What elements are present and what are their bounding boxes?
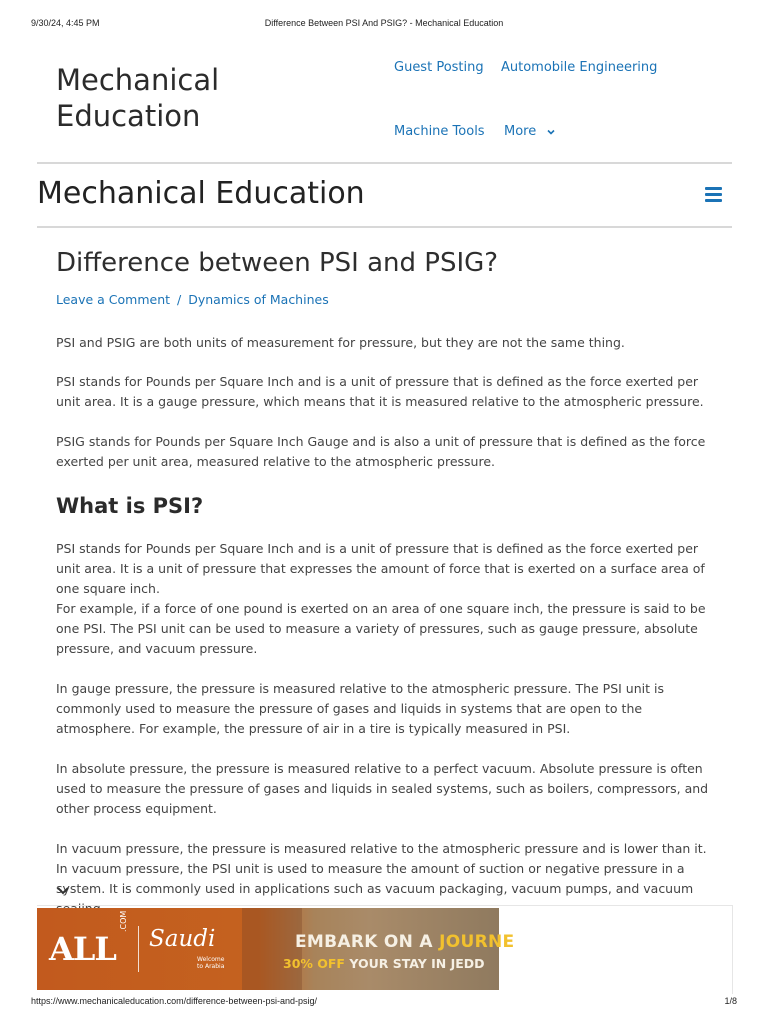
ad-collapse-chevron-icon[interactable] — [56, 884, 70, 898]
psi-paragraph-2 — [56, 599, 718, 659]
print-footer — [0, 996, 768, 1008]
print-page-number: 1/8 — [724, 996, 737, 1006]
category-link[interactable]: Dynamics of Machines — [188, 292, 329, 307]
ad-brand-all-logo: ALL — [49, 930, 116, 968]
psi-paragraph-1 — [56, 539, 718, 599]
paragraph: PSI and PSIG are both units of measurement for pressure, but they are not the same thing. — [56, 335, 625, 350]
print-datetime: 9/30/24, 4:45 PM — [31, 18, 100, 28]
paragraph: In absolute pressure, the pressure is measured relative to a perfect vacuum. Absolute pressure is often used to measure the pressure of gases and liquids in sealed systems, such as boilers, compressors, and other process equipment. — [56, 761, 709, 816]
chevron-down-icon — [546, 127, 556, 137]
post-title: Difference between PSI and PSIG? — [56, 248, 499, 278]
paragraph: In vacuum pressure, the pressure is measured relative to the atmospheric pressure and is lower than it. In vacuum pressure, the PSI unit is used to measure the amount of suction or negative pressure in a system. It is commonly used in applications such as vacuum packaging, vacuum pumps, and vacuum — [56, 841, 707, 896]
ad-brand-com: .COM — [119, 910, 128, 932]
ad-partner-tagline — [197, 956, 224, 970]
site-title-line1: Mechanical — [56, 63, 220, 97]
ad-tagline-line2: to Arabia — [197, 963, 225, 970]
print-header — [0, 18, 768, 30]
ad-headline-text: EMBARK ON A — [295, 932, 440, 952]
paragraph: PSI stands for Pounds per Square Inch and is a unit of pressure that is defined as the force exerted per unit area. It is a unit of pressure that expresses the amount of force that is exerted on a surface area of one square inch. — [56, 541, 705, 596]
intro-paragraph-2 — [56, 372, 718, 412]
ad-headline — [295, 932, 514, 952]
post-meta — [56, 292, 329, 307]
intro-paragraph-3 — [56, 432, 718, 472]
leave-comment-link[interactable]: Leave a Comment — [56, 292, 171, 307]
site-title-line2: Education — [56, 99, 201, 133]
menu-toggle-icon[interactable] — [705, 187, 722, 203]
ad-partner-logo: Saudi — [149, 926, 216, 952]
header-divider — [37, 162, 732, 164]
ad-banner[interactable] — [37, 908, 515, 990]
nav-item-more[interactable] — [504, 124, 556, 139]
ad-offer-accent: 30% OFF — [283, 956, 345, 971]
section-heading-what-is-psi: What is PSI? — [56, 494, 204, 518]
paragraph: In gauge pressure, the pressure is measured relative to the atmospheric pressure. The PSI unit is commonly used to measure the pressure of gases and liquids in systems that are open to the atmosphere. For example, the pressure of air in a tire is typically measured in PSI. — [56, 681, 664, 736]
print-page-title: Difference Between PSI And PSIG? - Mechanical Education — [264, 18, 504, 28]
nav-item-automobile-engineering[interactable]: Automobile Engineering — [501, 60, 658, 75]
brand-bar-title[interactable]: Mechanical Education — [37, 176, 365, 211]
ad-offer — [283, 956, 485, 971]
nav-item-machine-tools[interactable]: Machine Tools — [394, 124, 485, 139]
nav-item-more-label: More — [504, 124, 537, 139]
ad-offer-text: YOUR STAY IN JEDD — [344, 956, 485, 971]
psi-paragraph-3 — [56, 679, 718, 739]
meta-separator: / — [177, 292, 182, 307]
paragraph: For example, if a force of one pound is exerted on an area of one square inch, the pressure is said to be one PSI. The PSI unit can be used to measure a variety of pressures, such as gauge pressure, absolute pressure, and vacuum pressure. — [56, 601, 706, 656]
site-title[interactable] — [56, 62, 286, 134]
brand-bar-divider — [37, 226, 732, 228]
nav-item-guest-posting[interactable]: Guest Posting — [394, 60, 484, 75]
ad-headline-accent: JOURNE — [439, 932, 515, 952]
psi-paragraph-4 — [56, 759, 718, 819]
ad-logo-divider — [138, 926, 139, 972]
print-url: https://www.mechanicaleducation.com/difference-between-psi-and-psig/ — [31, 996, 317, 1006]
paragraph: PSIG stands for Pounds per Square Inch Gauge and is also a unit of pressure that is defined as the force exerted per unit area, measured relative to the atmospheric pressure. — [56, 434, 706, 469]
ad-photo-building — [242, 908, 302, 990]
intro-paragraph-1 — [56, 333, 718, 353]
paragraph: PSI stands for Pounds per Square Inch and is a unit of pressure that is defined as the force exerted per unit area. It is a gauge pressure, which means that it is measured relative to the atmospheric pressure. — [56, 374, 704, 409]
ad-tagline-line1: Welcome — [197, 956, 225, 963]
